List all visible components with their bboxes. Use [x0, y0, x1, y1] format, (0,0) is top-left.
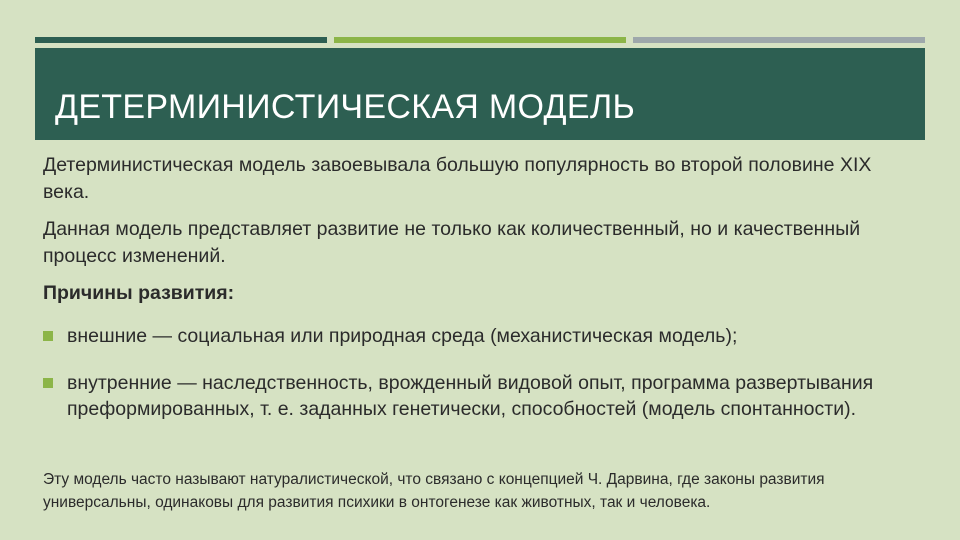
list-item: [43, 370, 913, 422]
slide-content: [43, 152, 913, 443]
square-bullet-icon: [43, 331, 53, 341]
bullet-text-external: внешние — социальная или природная среда (механистическая модель);: [67, 325, 738, 347]
title-band: [35, 48, 925, 140]
accent-bar-gray: [633, 37, 925, 43]
bullet-text-internal: внутренние — наследственность, врожденный видовой опыт, программа развертывания преформированных, т. е. заданных генетически, способностей (модель спонтанности).: [67, 372, 874, 420]
reasons-list: [43, 323, 913, 422]
paragraph-popularity: Детерминистическая модель завоевывала большую популярность во второй половине XIX века.: [43, 154, 872, 203]
square-bullet-icon: [43, 378, 53, 388]
slide-title: ДЕТЕРМИНИСТИЧЕСКАЯ МОДЕЛЬ: [55, 88, 636, 126]
accent-bar-dark-green: [35, 37, 327, 43]
paragraph-development: Данная модель представляет развитие не только как количественный, но и качественный процесс изменений.: [43, 218, 861, 267]
accent-bar-light-green: [334, 37, 626, 43]
list-item: [43, 323, 913, 349]
footnote-darwin: Эту модель часто называют натуралистической, что связано с концепцией Ч. Дарвина, где законы развития универсальны, одинаковы для развития психики в онтогенезе как животных, так и человека.: [43, 471, 825, 511]
reasons-heading: Причины развития:: [43, 282, 235, 304]
